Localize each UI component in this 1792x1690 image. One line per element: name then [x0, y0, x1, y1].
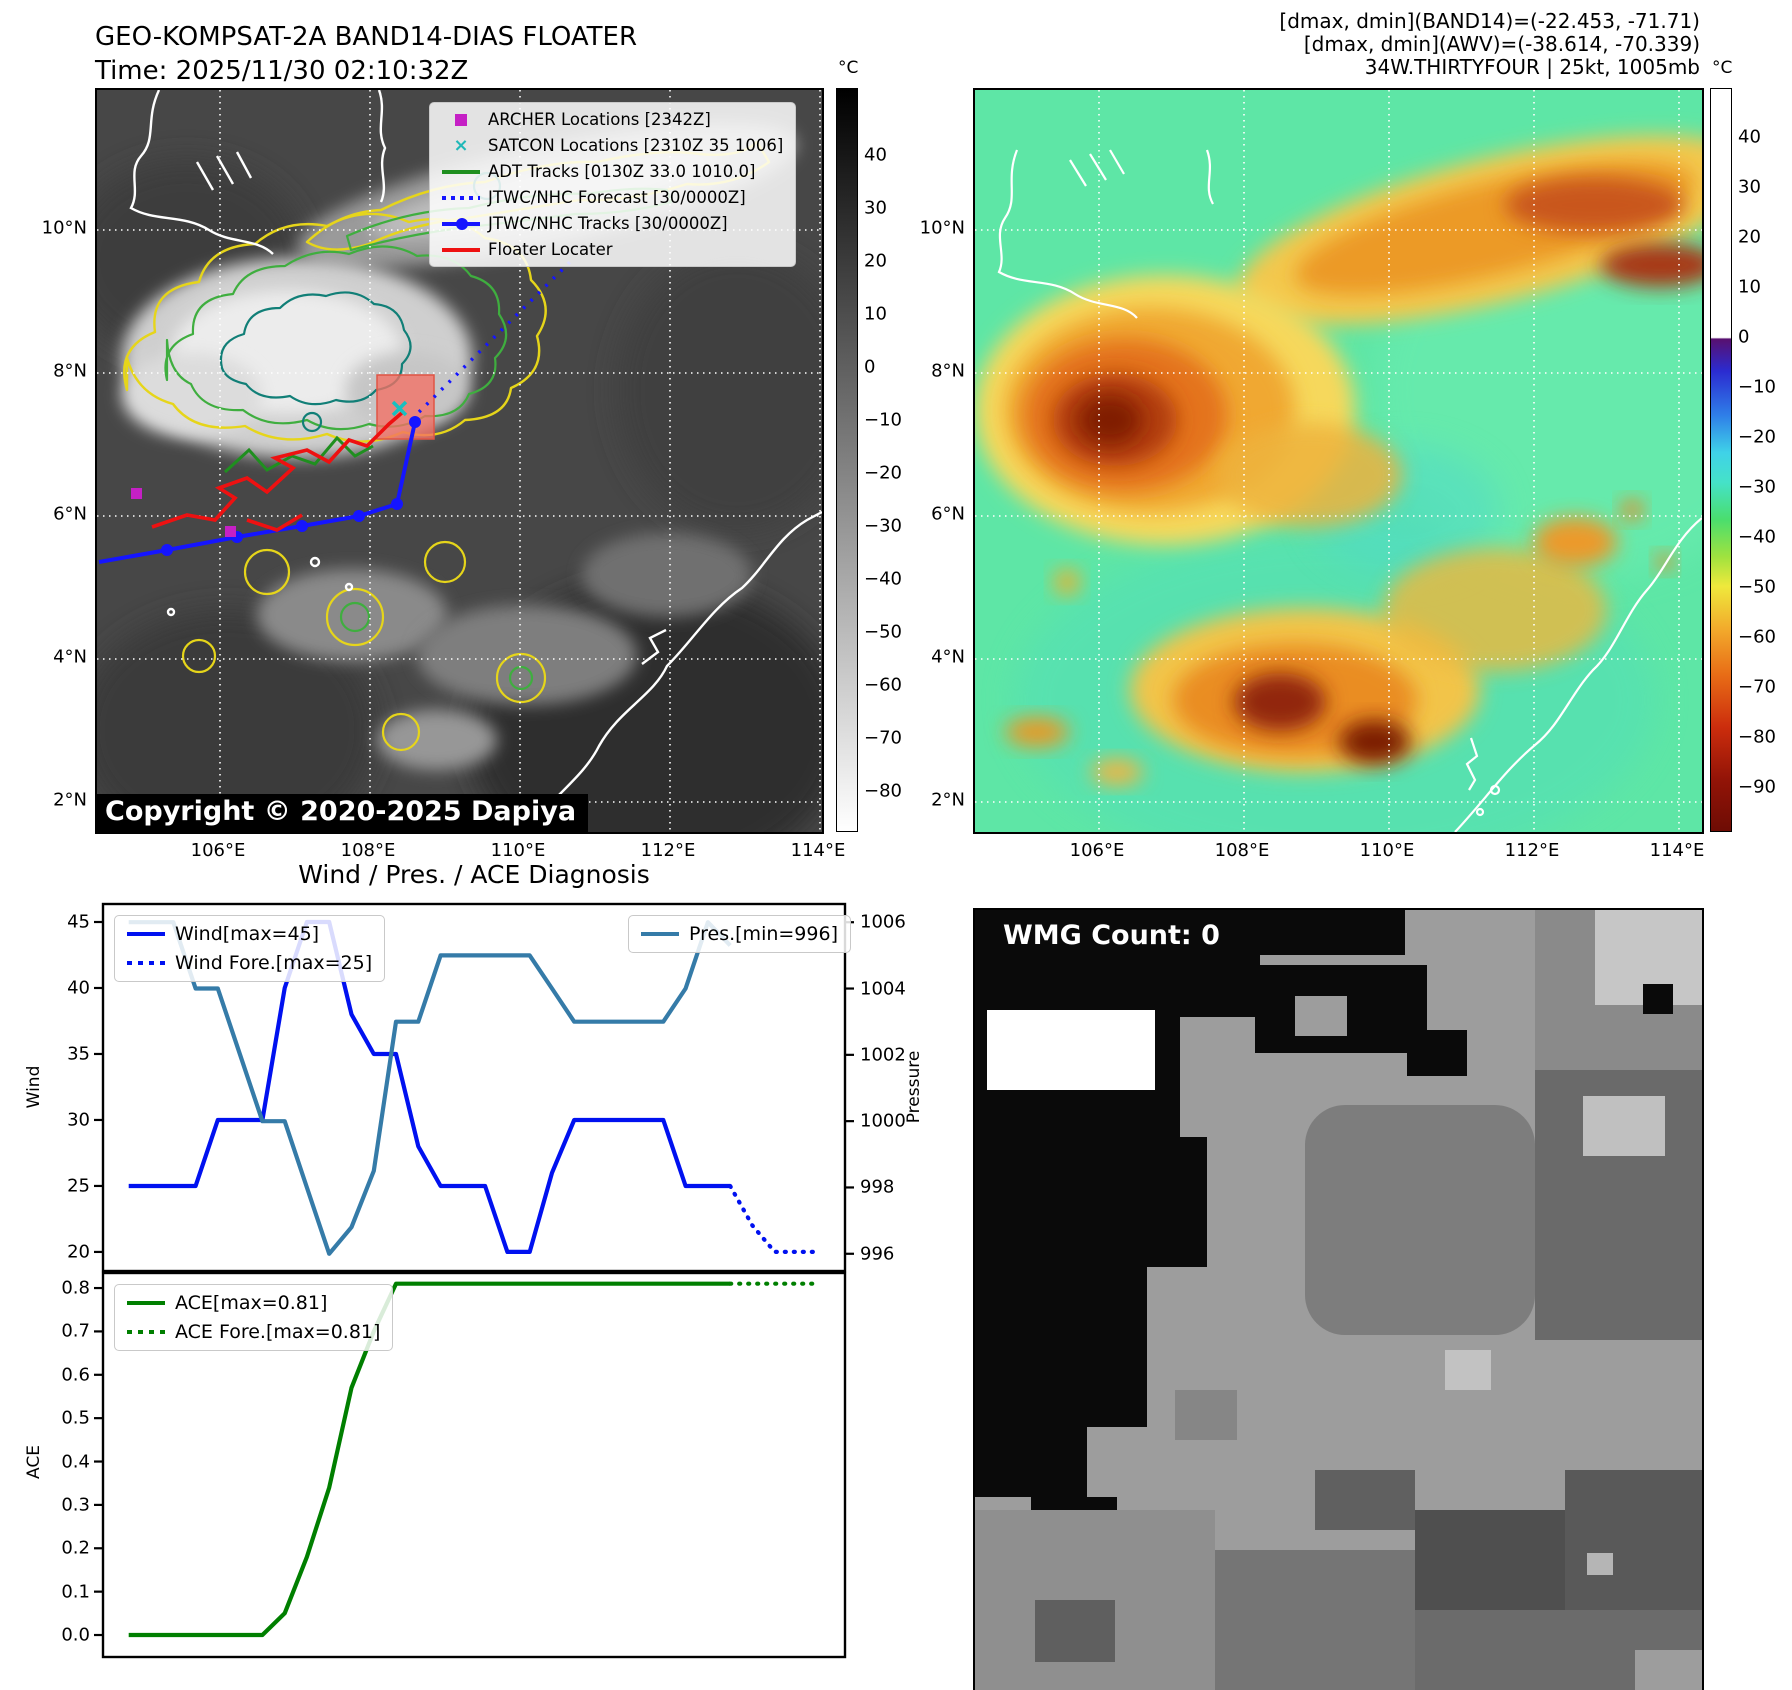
awv-colorbar-tick: −80: [1738, 726, 1776, 748]
band14-lat-tick: 6°N: [53, 503, 87, 525]
wmg-blocky-art: [975, 910, 1702, 1690]
pressure-axis-label: Pressure: [904, 1050, 924, 1124]
band14-lon-tick: 108°E: [340, 840, 396, 861]
archer-marker: [225, 526, 236, 537]
diagnosis-title: Wind / Pres. / ACE Diagnosis: [298, 860, 650, 889]
legend-label: SATCON Locations [2310Z 35 1006]: [488, 136, 784, 155]
awv-colorbar-tick: −60: [1738, 626, 1776, 648]
legend-label: ACE[max=0.81]: [175, 1292, 328, 1314]
chart2-ytick: 0.3: [61, 1494, 90, 1516]
band14-colorbar-tick: 20: [864, 250, 887, 272]
chart1-ytick: 30: [67, 1109, 90, 1131]
band14-colorbar-tick: −20: [864, 462, 902, 484]
band14-lat-tick: 8°N: [53, 360, 87, 382]
chart1-ytick: 40: [67, 977, 90, 999]
band14-title: GEO-KOMPSAT-2A BAND14-DIAS FLOATER: [95, 22, 638, 52]
band14-lon-tick: 110°E: [490, 840, 546, 861]
awv-lat-tick: 4°N: [931, 646, 965, 668]
legend-item-floater: [442, 240, 783, 259]
band14-colorbar-tick: −70: [864, 727, 902, 749]
legend-item-ace-fore: [127, 1321, 380, 1343]
chart2-ytick: 0.4: [61, 1451, 90, 1473]
band14-colorbar-unit: °C: [838, 58, 859, 78]
satcon-x-icon: ×: [453, 134, 469, 156]
chart1-ytick-right: 1000: [860, 1110, 906, 1132]
band14-lat-tick: 4°N: [53, 646, 87, 668]
awv-colorbar-tick: −40: [1738, 526, 1776, 548]
band14-legend: [429, 102, 796, 267]
legend-label: ADT Tracks [0130Z 33.0 1010.0]: [488, 162, 756, 181]
band14-colorbar-tick: −80: [864, 780, 902, 802]
forecast-dotted-icon: [442, 196, 480, 200]
band14-map: [95, 88, 824, 834]
legend-item-satcon: [442, 136, 783, 155]
chart1-ytick: 25: [67, 1175, 90, 1197]
chart2-ytick: 0.7: [61, 1320, 90, 1342]
awv-colorbar-tick: 40: [1738, 126, 1761, 148]
awv-lon-tick: 108°E: [1214, 840, 1270, 861]
chart1-ytick: 35: [67, 1043, 90, 1065]
awv-satellite-art: [975, 90, 1702, 832]
copyright-label: Copyright © 2020-2025 Dapiya: [97, 794, 588, 832]
awv-map: [973, 88, 1704, 834]
band14-colorbar-tick: 0: [864, 356, 876, 378]
band14-lon-tick: 112°E: [640, 840, 696, 861]
chart2-ytick: 0.8: [61, 1277, 90, 1299]
awv-colorbar-tick: −50: [1738, 576, 1776, 598]
legend-item-jtwc-track: [442, 214, 783, 233]
legend-label: JTWC/NHC Forecast [30/0000Z]: [488, 188, 746, 207]
legend-label: Wind Fore.[max=25]: [175, 952, 373, 974]
band14-lat-tick: 2°N: [53, 789, 87, 811]
series-wind-fore-max-: [730, 1186, 819, 1252]
awv-colorbar-tick: −70: [1738, 676, 1776, 698]
chart1-ytick-right: 1002: [860, 1044, 906, 1066]
legend-item-forecast: [442, 188, 783, 207]
legend-item-archer: [442, 110, 783, 129]
chart2-ytick: 0.2: [61, 1537, 90, 1559]
band14-colorbar-tick: 10: [864, 303, 887, 325]
legend-label: Floater Locater: [488, 240, 613, 259]
band14-lat-tick: 10°N: [41, 217, 87, 239]
band14-colorbar-tick: −40: [864, 568, 902, 590]
awv-lon-tick: 112°E: [1504, 840, 1560, 861]
awv-colorbar-tick: 10: [1738, 276, 1761, 298]
wmg-count-label: WMG Count: 0: [1003, 920, 1220, 951]
wind-forecast-dotted-icon: [127, 961, 165, 965]
awv-colorbar-tick: −10: [1738, 376, 1776, 398]
band14-colorbar-tick: −50: [864, 621, 902, 643]
archer-square-icon: [455, 114, 467, 126]
chart1-ytick-right: 996: [860, 1243, 895, 1265]
awv-header: [1279, 10, 1700, 79]
legend-label: JTWC/NHC Tracks [30/0000Z]: [488, 214, 728, 233]
chart1-ytick: 45: [67, 911, 90, 933]
band14-colorbar-tick: −30: [864, 515, 902, 537]
chart2-ytick: 0.6: [61, 1364, 90, 1386]
awv-lon-tick: 110°E: [1359, 840, 1415, 861]
chart2-ytick: 0.1: [61, 1581, 90, 1603]
ace-forecast-dotted-icon: [127, 1330, 165, 1334]
legend-label: Wind[max=45]: [175, 923, 320, 945]
track-line-dot-icon: [442, 222, 480, 226]
awv-lon-tick: 106°E: [1069, 840, 1125, 861]
legend-item-pressure: [641, 923, 838, 945]
wind-line-icon: [127, 932, 165, 936]
awv-colorbar-tick: 0: [1738, 326, 1750, 348]
legend-item-wind-fore: [127, 952, 372, 974]
awv-colorbar-unit: °C: [1712, 58, 1733, 78]
wmg-panel: [973, 908, 1704, 1690]
awv-colorbar-tick: 30: [1738, 176, 1761, 198]
legend-item-wind: [127, 923, 372, 945]
chart1-ytick-right: 1006: [860, 911, 906, 933]
legend-label: ACE Fore.[max=0.81]: [175, 1321, 381, 1343]
awv-lat-tick: 2°N: [931, 789, 965, 811]
band14-colorbar-tick: 30: [864, 197, 887, 219]
awv-colorbar-tick: −90: [1738, 776, 1776, 798]
awv-colorbar-tick: 20: [1738, 226, 1761, 248]
legend-label: Pres.[min=996]: [689, 923, 838, 945]
wmg-blocks: [975, 910, 1702, 1690]
band14-colorbar: [836, 88, 858, 832]
ace-line-icon: [127, 1301, 165, 1305]
band14-colorbar-tick: 40: [864, 144, 887, 166]
awv-colorbar-tick: −20: [1738, 426, 1776, 448]
archer-marker: [131, 488, 142, 499]
band14-time: Time: 2025/11/30 02:10:32Z: [95, 56, 469, 86]
awv-colorbar-tick: −30: [1738, 476, 1776, 498]
wind-legend: [114, 915, 385, 982]
awv-header-line1: [dmax, dmin](BAND14)=(-22.453, -71.71): [1279, 9, 1700, 33]
band14-lon-tick: 114°E: [790, 840, 846, 861]
awv-lat-tick: 8°N: [931, 360, 965, 382]
chart1-ytick: 20: [67, 1241, 90, 1263]
wind-axis-label: Wind: [24, 1065, 44, 1109]
chart2-ytick: 0.0: [61, 1624, 90, 1646]
pressure-line-icon: [641, 932, 679, 936]
awv-header-line2: [dmax, dmin](AWV)=(-38.614, -70.339): [1303, 32, 1700, 56]
band14-colorbar-tick: −60: [864, 674, 902, 696]
awv-colorbar: [1710, 88, 1732, 832]
legend-item-adt: [442, 162, 783, 181]
band14-colorbar-tick: −10: [864, 409, 902, 431]
adt-line-icon: [442, 170, 480, 174]
awv-lon-tick: 114°E: [1649, 840, 1705, 861]
awv-header-line3: 34W.THIRTYFOUR | 25kt, 1005mb: [1364, 55, 1700, 79]
ace-axis-label: ACE: [24, 1445, 44, 1479]
legend-label: ARCHER Locations [2342Z]: [488, 110, 711, 129]
chart1-ytick-right: 1004: [860, 978, 906, 1000]
ace-legend: [114, 1284, 393, 1351]
legend-item-ace: [127, 1292, 380, 1314]
floater-line-icon: [442, 248, 480, 252]
band14-lon-tick: 106°E: [190, 840, 246, 861]
chart2-ytick: 0.5: [61, 1407, 90, 1429]
awv-lat-tick: 6°N: [931, 503, 965, 525]
chart1-ytick-right: 998: [860, 1176, 895, 1198]
awv-lat-tick: 10°N: [919, 217, 965, 239]
pressure-legend: [628, 915, 851, 953]
